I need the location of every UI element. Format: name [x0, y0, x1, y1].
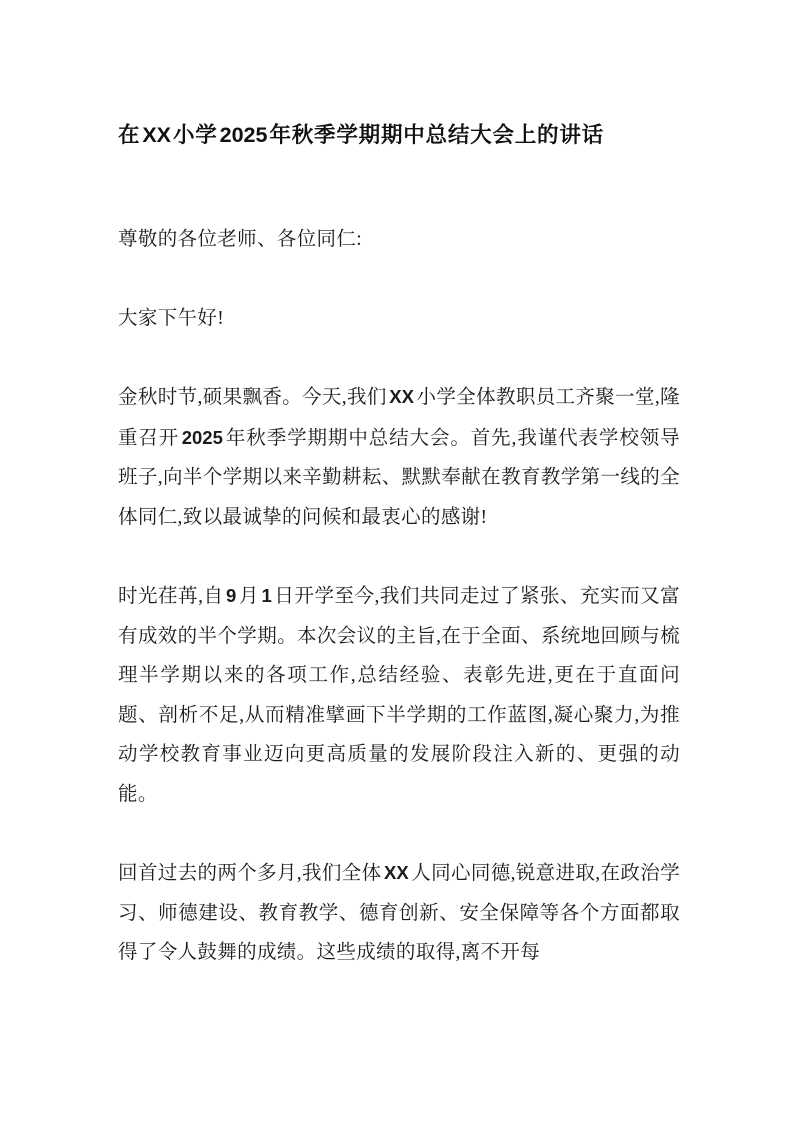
paragraph-spacer	[118, 260, 680, 299]
title-spacer	[118, 152, 680, 220]
latin-run: XX	[384, 862, 409, 883]
latin-run: 1	[261, 585, 272, 606]
latin-run: XX	[142, 123, 171, 147]
paragraph-spacer	[118, 537, 680, 576]
latin-run: 2025	[219, 123, 268, 147]
latin-run: 9	[225, 585, 237, 606]
paragraph-spacer	[118, 814, 680, 853]
document-body	[118, 118, 680, 973]
latin-run: XX	[389, 386, 414, 407]
body-paragraph-1: 金秋时节,硕果飘香。今天,我们 XX 小学全体教职员工齐聚一堂,隆重召开 2025 年秋季学期期中总结大会。首先,我谨代表学校领导班子,向半个学期以来辛勤耕耘、默默奉献在教育教学第一线的全体同仁,致以最诚挚的问候和最衷心的感谢!	[118, 386, 680, 528]
body-paragraph-3: 回首过去的两个多月,我们全体 XX 人同心同德,锐意进取,在政治学习、师德建设、教育教学、德育创新、安全保障等各个方面都取得了令人鼓舞的成绩。这些成绩的取得,离不开每	[118, 862, 680, 963]
latin-run: 2025	[181, 426, 223, 448]
body-paragraph-2: 时光荏苒,自 9 月 1 日开学至今,我们共同走过了紧张、充实而又富有成效的半个学期。本次会议的主旨,在于全面、系统地回顾与梳理半学期以来的各项工作,总结经验、表彰先进,更在于直面问题、剖析不足,从而精准擘画下半学期的工作蓝图,凝心聚力,为推动学校教育事业迈向更高质量的发展阶段注入新的、更强的动能。	[118, 585, 680, 805]
salutation-line: 尊敬的各位老师、各位同仁:	[118, 229, 362, 250]
page-title: 在XX小学2025年秋季学期期中总结大会上的讲话	[118, 123, 604, 147]
greeting-line: 大家下午好!	[118, 307, 225, 329]
paragraph-spacer	[118, 338, 680, 377]
